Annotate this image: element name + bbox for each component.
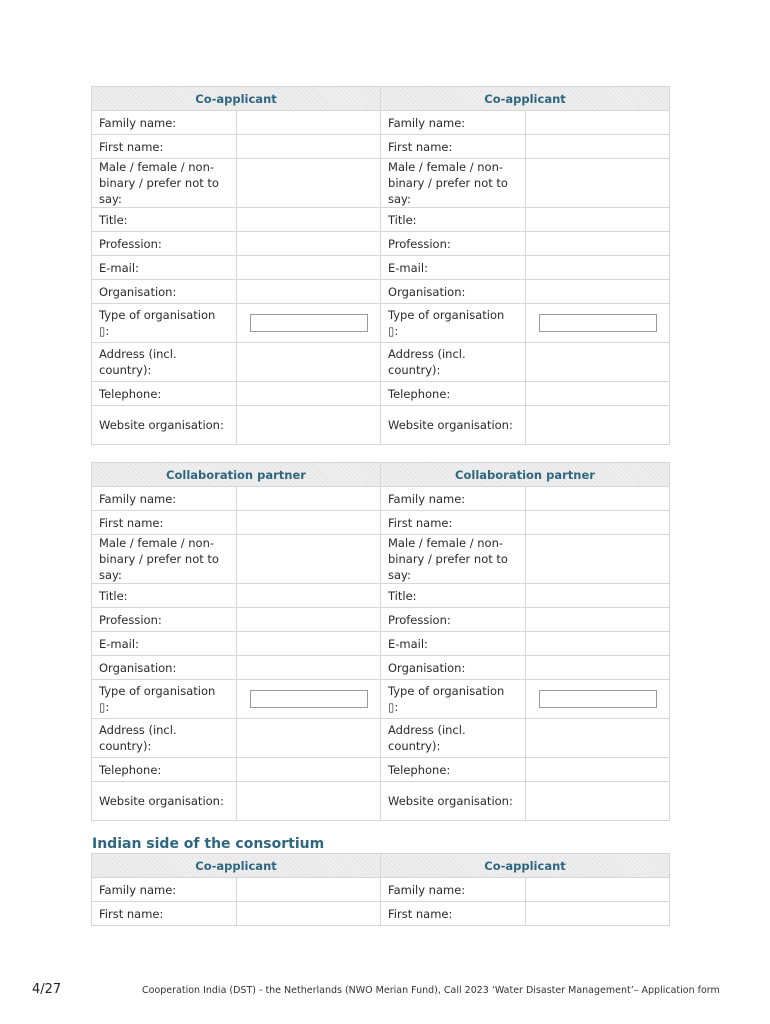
address-field[interactable] (237, 719, 381, 758)
footer-text: Cooperation India (DST) - the Netherlands (NWO Merian Fund), Call 2023 ‘Water Disaster Management’– Application form (142, 985, 720, 996)
label-telephone: Telephone: (92, 382, 237, 406)
table-header-right: Collaboration partner (381, 463, 670, 487)
label-address: Address (incl. country): (92, 343, 237, 382)
label-title: Title: (381, 208, 526, 232)
organisation-field[interactable] (526, 280, 670, 304)
label-address: Address (incl. country): (381, 343, 526, 382)
table-header-right: Co-applicant (381, 854, 670, 878)
label-family-name: Family name: (381, 487, 526, 511)
label-profession: Profession: (381, 608, 526, 632)
label-email: E-mail: (381, 256, 526, 280)
first-name-field[interactable] (526, 902, 670, 926)
profession-field[interactable] (237, 608, 381, 632)
title-field[interactable] (237, 584, 381, 608)
telephone-field[interactable] (237, 382, 381, 406)
label-gender: Male / female / non-binary / prefer not to say: (92, 159, 237, 208)
label-title: Title: (92, 208, 237, 232)
organisation-type-dropdown[interactable] (250, 690, 368, 708)
label-email: E-mail: (92, 256, 237, 280)
first-name-field[interactable] (237, 135, 381, 159)
organisation-field[interactable] (237, 656, 381, 680)
label-profession: Profession: (92, 232, 237, 256)
label-organisation-type: Type of organisation ▯: (92, 680, 237, 719)
label-website: Website organisation: (381, 782, 526, 821)
email-field[interactable] (526, 632, 670, 656)
collaboration-partner-table (91, 462, 670, 821)
address-field[interactable] (526, 719, 670, 758)
telephone-field[interactable] (237, 758, 381, 782)
first-name-field[interactable] (237, 511, 381, 535)
family-name-field[interactable] (526, 487, 670, 511)
label-organisation: Organisation: (381, 656, 526, 680)
label-telephone: Telephone: (381, 758, 526, 782)
gender-field[interactable] (237, 535, 381, 584)
organisation-type-cell (237, 680, 381, 719)
label-profession: Profession: (92, 608, 237, 632)
label-family-name: Family name: (381, 111, 526, 135)
label-organisation: Organisation: (381, 280, 526, 304)
label-family-name: Family name: (381, 878, 526, 902)
label-website: Website organisation: (381, 406, 526, 445)
telephone-field[interactable] (526, 758, 670, 782)
organisation-type-cell (237, 304, 381, 343)
table-header-right: Co-applicant (381, 87, 670, 111)
website-field[interactable] (526, 782, 670, 821)
label-family-name: Family name: (92, 878, 237, 902)
label-organisation-type: Type of organisation ▯: (381, 304, 526, 343)
profession-field[interactable] (526, 608, 670, 632)
co-applicant-table-1 (91, 86, 670, 445)
organisation-type-dropdown[interactable] (250, 314, 368, 332)
label-organisation: Organisation: (92, 280, 237, 304)
organisation-type-dropdown[interactable] (539, 690, 657, 708)
first-name-field[interactable] (237, 902, 381, 926)
family-name-field[interactable] (526, 878, 670, 902)
co-applicant-table-indian (91, 853, 670, 926)
label-profession: Profession: (381, 232, 526, 256)
section-title: Indian side of the consortium (92, 836, 325, 852)
label-title: Title: (92, 584, 237, 608)
email-field[interactable] (237, 256, 381, 280)
first-name-field[interactable] (526, 135, 670, 159)
label-gender: Male / female / non-binary / prefer not to say: (381, 535, 526, 584)
address-field[interactable] (237, 343, 381, 382)
label-first-name: First name: (92, 135, 237, 159)
label-email: E-mail: (381, 632, 526, 656)
label-first-name: First name: (92, 902, 237, 926)
telephone-field[interactable] (526, 382, 670, 406)
page-number: 4/27 (32, 982, 62, 997)
label-title: Title: (381, 584, 526, 608)
family-name-field[interactable] (526, 111, 670, 135)
label-organisation: Organisation: (92, 656, 237, 680)
label-family-name: Family name: (92, 487, 237, 511)
family-name-field[interactable] (237, 487, 381, 511)
website-field[interactable] (237, 406, 381, 445)
table-header-left: Co-applicant (92, 854, 381, 878)
organisation-type-dropdown[interactable] (539, 314, 657, 332)
profession-field[interactable] (237, 232, 381, 256)
label-telephone: Telephone: (381, 382, 526, 406)
website-field[interactable] (237, 782, 381, 821)
label-gender: Male / female / non-binary / prefer not to say: (381, 159, 526, 208)
organisation-field[interactable] (237, 280, 381, 304)
family-name-field[interactable] (237, 111, 381, 135)
label-family-name: Family name: (92, 111, 237, 135)
label-first-name: First name: (92, 511, 237, 535)
family-name-field[interactable] (237, 878, 381, 902)
gender-field[interactable] (526, 535, 670, 584)
table-header-left: Collaboration partner (92, 463, 381, 487)
label-website: Website organisation: (92, 406, 237, 445)
title-field[interactable] (526, 584, 670, 608)
email-field[interactable] (526, 256, 670, 280)
title-field[interactable] (237, 208, 381, 232)
gender-field[interactable] (526, 159, 670, 208)
profession-field[interactable] (526, 232, 670, 256)
first-name-field[interactable] (526, 511, 670, 535)
table-header-left: Co-applicant (92, 87, 381, 111)
label-address: Address (incl. country): (381, 719, 526, 758)
label-telephone: Telephone: (92, 758, 237, 782)
label-first-name: First name: (381, 902, 526, 926)
email-field[interactable] (237, 632, 381, 656)
label-first-name: First name: (381, 135, 526, 159)
label-email: E-mail: (92, 632, 237, 656)
title-field[interactable] (526, 208, 670, 232)
label-organisation-type: Type of organisation ▯: (381, 680, 526, 719)
label-website: Website organisation: (92, 782, 237, 821)
website-field[interactable] (526, 406, 670, 445)
address-field[interactable] (526, 343, 670, 382)
organisation-type-cell (526, 680, 670, 719)
label-first-name: First name: (381, 511, 526, 535)
label-organisation-type: Type of organisation ▯: (92, 304, 237, 343)
label-address: Address (incl. country): (92, 719, 237, 758)
organisation-field[interactable] (526, 656, 670, 680)
organisation-type-cell (526, 304, 670, 343)
gender-field[interactable] (237, 159, 381, 208)
label-gender: Male / female / non-binary / prefer not to say: (92, 535, 237, 584)
